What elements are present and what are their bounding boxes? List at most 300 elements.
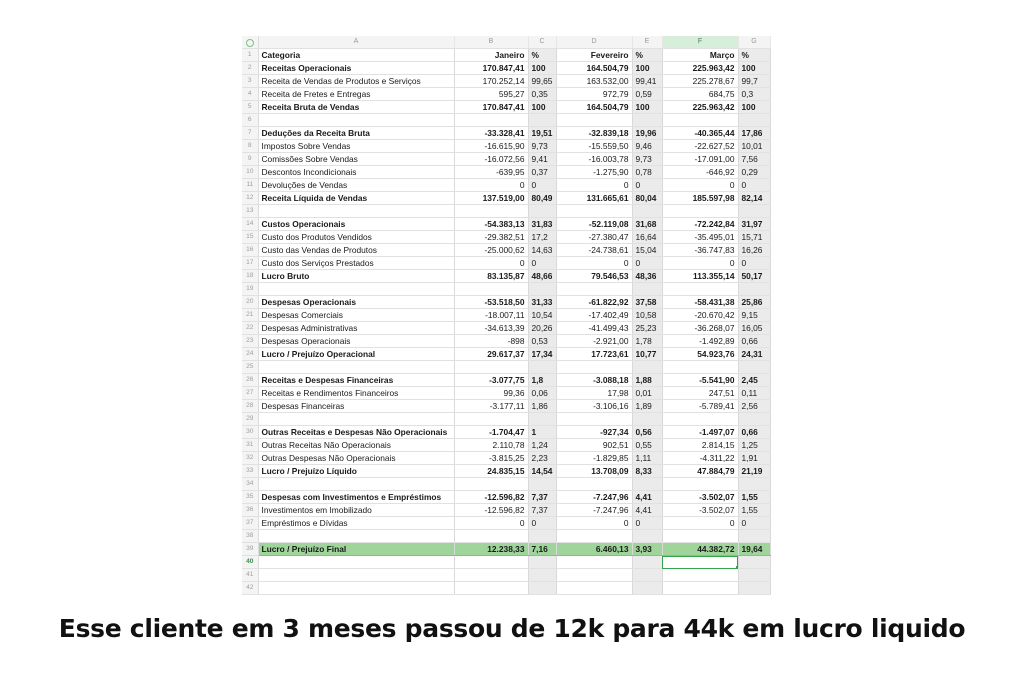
february-value-cell[interactable]: -61.822,92 <box>556 296 632 309</box>
row-number[interactable]: 42 <box>242 582 258 595</box>
march-percent-cell[interactable] <box>738 582 770 595</box>
february-percent-cell[interactable]: 80,04 <box>632 192 662 205</box>
march-percent-cell[interactable]: 31,97 <box>738 218 770 231</box>
february-percent-cell[interactable]: 10,77 <box>632 348 662 361</box>
january-percent-cell[interactable]: 7,37 <box>528 491 556 504</box>
january-value-cell[interactable]: Janeiro <box>454 49 528 62</box>
february-percent-cell[interactable] <box>632 582 662 595</box>
january-percent-cell[interactable]: 80,49 <box>528 192 556 205</box>
march-percent-cell[interactable]: 100 <box>738 101 770 114</box>
february-percent-cell[interactable]: 16,64 <box>632 231 662 244</box>
january-value-cell[interactable] <box>454 478 528 491</box>
category-cell[interactable]: Comissões Sobre Vendas <box>258 153 454 166</box>
january-percent-cell[interactable]: 0 <box>528 517 556 530</box>
january-percent-cell[interactable]: 17,2 <box>528 231 556 244</box>
january-value-cell[interactable] <box>454 114 528 127</box>
january-value-cell[interactable] <box>454 582 528 595</box>
january-percent-cell[interactable] <box>528 478 556 491</box>
february-value-cell[interactable]: 0 <box>556 179 632 192</box>
january-percent-cell[interactable]: 31,33 <box>528 296 556 309</box>
march-value-cell[interactable] <box>662 530 738 543</box>
march-value-cell[interactable]: -17.091,00 <box>662 153 738 166</box>
march-value-cell[interactable]: -72.242,84 <box>662 218 738 231</box>
february-value-cell[interactable]: 13.708,09 <box>556 465 632 478</box>
march-value-cell[interactable]: 2.814,15 <box>662 439 738 452</box>
march-percent-cell[interactable] <box>738 114 770 127</box>
january-percent-cell[interactable]: 0 <box>528 179 556 192</box>
february-percent-cell[interactable]: 0 <box>632 179 662 192</box>
category-cell[interactable]: Categoria <box>258 49 454 62</box>
march-percent-cell[interactable]: 25,86 <box>738 296 770 309</box>
category-cell[interactable]: Investimentos em Imobilizado <box>258 504 454 517</box>
february-percent-cell[interactable]: 31,68 <box>632 218 662 231</box>
february-value-cell[interactable]: Fevereiro <box>556 49 632 62</box>
january-value-cell[interactable]: 2.110,78 <box>454 439 528 452</box>
row-number[interactable]: 39 <box>242 543 258 556</box>
march-value-cell[interactable] <box>662 361 738 374</box>
category-cell[interactable]: Devoluções de Vendas <box>258 179 454 192</box>
category-cell[interactable] <box>258 582 454 595</box>
row-number[interactable]: 38 <box>242 530 258 543</box>
february-value-cell[interactable]: -1.829,85 <box>556 452 632 465</box>
march-value-cell[interactable]: 0 <box>662 179 738 192</box>
category-cell[interactable]: Lucro / Prejuízo Final <box>258 543 454 556</box>
february-percent-cell[interactable]: 9,73 <box>632 153 662 166</box>
january-value-cell[interactable]: 595,27 <box>454 88 528 101</box>
row-number[interactable]: 30 <box>242 426 258 439</box>
january-percent-cell[interactable] <box>528 205 556 218</box>
row-number[interactable]: 25 <box>242 361 258 374</box>
march-value-cell[interactable]: 113.355,14 <box>662 270 738 283</box>
january-percent-cell[interactable]: 0 <box>528 257 556 270</box>
february-percent-cell[interactable]: 1,11 <box>632 452 662 465</box>
january-value-cell[interactable]: -34.613,39 <box>454 322 528 335</box>
february-percent-cell[interactable] <box>632 556 662 569</box>
february-percent-cell[interactable]: 8,33 <box>632 465 662 478</box>
row-number[interactable]: 9 <box>242 153 258 166</box>
category-cell[interactable] <box>258 114 454 127</box>
february-percent-cell[interactable]: 0,56 <box>632 426 662 439</box>
row-number[interactable]: 14 <box>242 218 258 231</box>
january-value-cell[interactable]: 29.617,37 <box>454 348 528 361</box>
february-value-cell[interactable]: 17.723,61 <box>556 348 632 361</box>
january-value-cell[interactable]: 0 <box>454 517 528 530</box>
row-number[interactable]: 24 <box>242 348 258 361</box>
january-percent-cell[interactable]: 0,37 <box>528 166 556 179</box>
row-number[interactable]: 17 <box>242 257 258 270</box>
category-cell[interactable] <box>258 361 454 374</box>
february-value-cell[interactable] <box>556 361 632 374</box>
january-value-cell[interactable]: 137.519,00 <box>454 192 528 205</box>
march-percent-cell[interactable]: 0 <box>738 517 770 530</box>
january-percent-cell[interactable]: 1,8 <box>528 374 556 387</box>
february-percent-cell[interactable]: 25,23 <box>632 322 662 335</box>
february-percent-cell[interactable] <box>632 114 662 127</box>
february-value-cell[interactable]: 0 <box>556 257 632 270</box>
row-number[interactable]: 37 <box>242 517 258 530</box>
march-value-cell[interactable]: 0 <box>662 257 738 270</box>
february-value-cell[interactable]: -41.499,43 <box>556 322 632 335</box>
march-value-cell[interactable]: Março <box>662 49 738 62</box>
category-cell[interactable]: Custo dos Serviços Prestados <box>258 257 454 270</box>
january-percent-cell[interactable] <box>528 556 556 569</box>
category-cell[interactable]: Despesas Operacionais <box>258 335 454 348</box>
january-value-cell[interactable]: 83.135,87 <box>454 270 528 283</box>
march-percent-cell[interactable]: 2,56 <box>738 400 770 413</box>
february-percent-cell[interactable]: 100 <box>632 101 662 114</box>
column-header-c[interactable]: C <box>528 36 556 49</box>
january-percent-cell[interactable]: 9,41 <box>528 153 556 166</box>
row-number[interactable]: 13 <box>242 205 258 218</box>
row-number[interactable]: 27 <box>242 387 258 400</box>
january-value-cell[interactable]: -12.596,82 <box>454 504 528 517</box>
january-value-cell[interactable]: -18.007,11 <box>454 309 528 322</box>
march-percent-cell[interactable]: 100 <box>738 62 770 75</box>
march-value-cell[interactable] <box>662 582 738 595</box>
march-percent-cell[interactable] <box>738 361 770 374</box>
category-cell[interactable]: Receita de Fretes e Entregas <box>258 88 454 101</box>
category-cell[interactable]: Outras Receitas Não Operacionais <box>258 439 454 452</box>
march-value-cell[interactable]: -646,92 <box>662 166 738 179</box>
february-value-cell[interactable]: -15.559,50 <box>556 140 632 153</box>
january-value-cell[interactable]: 0 <box>454 179 528 192</box>
february-value-cell[interactable]: -24.738,61 <box>556 244 632 257</box>
march-percent-cell[interactable]: 15,71 <box>738 231 770 244</box>
march-percent-cell[interactable]: 0,29 <box>738 166 770 179</box>
january-value-cell[interactable]: 170.847,41 <box>454 62 528 75</box>
march-value-cell[interactable]: -36.268,07 <box>662 322 738 335</box>
column-header-g[interactable]: G <box>738 36 770 49</box>
february-value-cell[interactable]: -1.275,90 <box>556 166 632 179</box>
february-value-cell[interactable]: -7.247,96 <box>556 491 632 504</box>
row-number[interactable]: 26 <box>242 374 258 387</box>
january-percent-cell[interactable] <box>528 283 556 296</box>
february-percent-cell[interactable]: 0 <box>632 257 662 270</box>
row-number[interactable]: 3 <box>242 75 258 88</box>
march-percent-cell[interactable]: 10,01 <box>738 140 770 153</box>
january-percent-cell[interactable]: 1 <box>528 426 556 439</box>
january-value-cell[interactable]: 170.252,14 <box>454 75 528 88</box>
row-number[interactable]: 1 <box>242 49 258 62</box>
february-percent-cell[interactable]: 48,36 <box>632 270 662 283</box>
february-percent-cell[interactable] <box>632 413 662 426</box>
category-cell[interactable]: Custo dos Produtos Vendidos <box>258 231 454 244</box>
january-percent-cell[interactable]: 14,63 <box>528 244 556 257</box>
february-percent-cell[interactable] <box>632 361 662 374</box>
march-value-cell[interactable]: -20.670,42 <box>662 309 738 322</box>
february-percent-cell[interactable]: 10,58 <box>632 309 662 322</box>
february-value-cell[interactable]: 79.546,53 <box>556 270 632 283</box>
march-value-cell[interactable]: 0 <box>662 517 738 530</box>
category-cell[interactable]: Lucro / Prejuízo Operacional <box>258 348 454 361</box>
march-value-cell[interactable]: 44.382,72 <box>662 543 738 556</box>
march-value-cell[interactable]: -5.789,41 <box>662 400 738 413</box>
row-number[interactable]: 29 <box>242 413 258 426</box>
row-number[interactable]: 34 <box>242 478 258 491</box>
january-value-cell[interactable]: -16.615,90 <box>454 140 528 153</box>
february-percent-cell[interactable]: 0,55 <box>632 439 662 452</box>
january-percent-cell[interactable]: 99,65 <box>528 75 556 88</box>
category-cell[interactable] <box>258 569 454 582</box>
category-cell[interactable]: Receitas e Rendimentos Financeiros <box>258 387 454 400</box>
january-percent-cell[interactable]: 1,86 <box>528 400 556 413</box>
february-value-cell[interactable]: -27.380,47 <box>556 231 632 244</box>
row-number[interactable]: 36 <box>242 504 258 517</box>
january-value-cell[interactable]: 12.238,33 <box>454 543 528 556</box>
march-percent-cell[interactable]: 16,26 <box>738 244 770 257</box>
march-percent-cell[interactable]: 16,05 <box>738 322 770 335</box>
march-percent-cell[interactable]: 0,66 <box>738 335 770 348</box>
january-percent-cell[interactable] <box>528 361 556 374</box>
row-number[interactable]: 11 <box>242 179 258 192</box>
row-number[interactable]: 40 <box>242 556 258 569</box>
column-header-f[interactable]: F <box>662 36 738 49</box>
category-cell[interactable]: Lucro / Prejuízo Líquido <box>258 465 454 478</box>
march-percent-cell[interactable] <box>738 569 770 582</box>
february-value-cell[interactable]: 902,51 <box>556 439 632 452</box>
march-value-cell[interactable]: -5.541,90 <box>662 374 738 387</box>
selected-cell[interactable] <box>662 556 738 569</box>
row-number[interactable]: 33 <box>242 465 258 478</box>
january-value-cell[interactable]: -3.815,25 <box>454 452 528 465</box>
february-value-cell[interactable]: -2.921,00 <box>556 335 632 348</box>
january-value-cell[interactable]: 24.835,15 <box>454 465 528 478</box>
january-percent-cell[interactable]: 17,34 <box>528 348 556 361</box>
february-percent-cell[interactable]: 3,93 <box>632 543 662 556</box>
march-value-cell[interactable]: 47.884,79 <box>662 465 738 478</box>
category-cell[interactable]: Empréstimos e Dívidas <box>258 517 454 530</box>
march-percent-cell[interactable]: % <box>738 49 770 62</box>
january-percent-cell[interactable]: 10,54 <box>528 309 556 322</box>
february-percent-cell[interactable]: 0 <box>632 517 662 530</box>
row-number[interactable]: 32 <box>242 452 258 465</box>
row-number[interactable]: 23 <box>242 335 258 348</box>
february-value-cell[interactable]: -3.088,18 <box>556 374 632 387</box>
january-percent-cell[interactable] <box>528 582 556 595</box>
row-number[interactable]: 10 <box>242 166 258 179</box>
january-value-cell[interactable]: 0 <box>454 257 528 270</box>
march-percent-cell[interactable]: 0,11 <box>738 387 770 400</box>
march-percent-cell[interactable]: 19,64 <box>738 543 770 556</box>
march-percent-cell[interactable]: 24,31 <box>738 348 770 361</box>
column-header-e[interactable]: E <box>632 36 662 49</box>
march-percent-cell[interactable]: 82,14 <box>738 192 770 205</box>
january-percent-cell[interactable]: 48,66 <box>528 270 556 283</box>
row-number[interactable]: 18 <box>242 270 258 283</box>
february-value-cell[interactable]: -16.003,78 <box>556 153 632 166</box>
march-percent-cell[interactable]: 9,15 <box>738 309 770 322</box>
january-value-cell[interactable]: -12.596,82 <box>454 491 528 504</box>
march-percent-cell[interactable]: 1,91 <box>738 452 770 465</box>
january-percent-cell[interactable]: 0,53 <box>528 335 556 348</box>
category-cell[interactable] <box>258 556 454 569</box>
row-number[interactable]: 28 <box>242 400 258 413</box>
row-number[interactable]: 4 <box>242 88 258 101</box>
march-percent-cell[interactable]: 2,45 <box>738 374 770 387</box>
category-cell[interactable]: Receita Bruta de Vendas <box>258 101 454 114</box>
january-value-cell[interactable]: -16.072,56 <box>454 153 528 166</box>
january-percent-cell[interactable]: 9,73 <box>528 140 556 153</box>
category-cell[interactable] <box>258 530 454 543</box>
march-value-cell[interactable] <box>662 114 738 127</box>
february-value-cell[interactable] <box>556 530 632 543</box>
march-percent-cell[interactable] <box>738 478 770 491</box>
category-cell[interactable]: Receitas e Despesas Financeiras <box>258 374 454 387</box>
march-value-cell[interactable]: 225.278,67 <box>662 75 738 88</box>
january-percent-cell[interactable]: 100 <box>528 62 556 75</box>
march-value-cell[interactable] <box>662 283 738 296</box>
category-cell[interactable]: Custos Operacionais <box>258 218 454 231</box>
february-percent-cell[interactable]: 4,41 <box>632 504 662 517</box>
march-percent-cell[interactable]: 50,17 <box>738 270 770 283</box>
select-all-corner[interactable] <box>242 36 258 49</box>
category-cell[interactable]: Despesas Operacionais <box>258 296 454 309</box>
february-percent-cell[interactable]: 1,89 <box>632 400 662 413</box>
february-value-cell[interactable]: 131.665,61 <box>556 192 632 205</box>
january-percent-cell[interactable]: 0,06 <box>528 387 556 400</box>
january-percent-cell[interactable]: 31,83 <box>528 218 556 231</box>
march-percent-cell[interactable] <box>738 283 770 296</box>
march-value-cell[interactable]: -1.497,07 <box>662 426 738 439</box>
january-value-cell[interactable]: -54.383,13 <box>454 218 528 231</box>
march-percent-cell[interactable]: 17,86 <box>738 127 770 140</box>
category-cell[interactable] <box>258 413 454 426</box>
march-value-cell[interactable] <box>662 205 738 218</box>
january-value-cell[interactable] <box>454 283 528 296</box>
february-value-cell[interactable]: -17.402,49 <box>556 309 632 322</box>
february-value-cell[interactable]: 6.460,13 <box>556 543 632 556</box>
january-percent-cell[interactable]: 7,37 <box>528 504 556 517</box>
row-number[interactable]: 35 <box>242 491 258 504</box>
february-percent-cell[interactable]: 1,78 <box>632 335 662 348</box>
row-number[interactable]: 19 <box>242 283 258 296</box>
january-percent-cell[interactable]: % <box>528 49 556 62</box>
category-cell[interactable]: Descontos Incondicionais <box>258 166 454 179</box>
february-percent-cell[interactable]: 15,04 <box>632 244 662 257</box>
march-value-cell[interactable]: -58.431,38 <box>662 296 738 309</box>
march-value-cell[interactable]: 247,51 <box>662 387 738 400</box>
march-percent-cell[interactable] <box>738 556 770 569</box>
march-percent-cell[interactable]: 99,7 <box>738 75 770 88</box>
february-percent-cell[interactable] <box>632 283 662 296</box>
category-cell[interactable] <box>258 205 454 218</box>
row-number[interactable]: 31 <box>242 439 258 452</box>
row-number[interactable]: 21 <box>242 309 258 322</box>
selection-fill-handle[interactable] <box>736 566 739 569</box>
march-percent-cell[interactable]: 0 <box>738 179 770 192</box>
february-percent-cell[interactable]: 19,96 <box>632 127 662 140</box>
february-value-cell[interactable]: -52.119,08 <box>556 218 632 231</box>
column-header-d[interactable]: D <box>556 36 632 49</box>
march-value-cell[interactable]: 684,75 <box>662 88 738 101</box>
february-value-cell[interactable]: -3.106,16 <box>556 400 632 413</box>
march-percent-cell[interactable]: 0 <box>738 257 770 270</box>
february-value-cell[interactable]: 163.532,00 <box>556 75 632 88</box>
january-value-cell[interactable]: 99,36 <box>454 387 528 400</box>
february-percent-cell[interactable]: 9,46 <box>632 140 662 153</box>
row-number[interactable]: 8 <box>242 140 258 153</box>
march-value-cell[interactable]: 225.963,42 <box>662 62 738 75</box>
row-number[interactable]: 16 <box>242 244 258 257</box>
category-cell[interactable]: Outras Receitas e Despesas Não Operacionais <box>258 426 454 439</box>
march-percent-cell[interactable] <box>738 530 770 543</box>
february-percent-cell[interactable]: 0,59 <box>632 88 662 101</box>
march-value-cell[interactable]: 54.923,76 <box>662 348 738 361</box>
january-value-cell[interactable]: -898 <box>454 335 528 348</box>
category-cell[interactable]: Custo das Vendas de Produtos <box>258 244 454 257</box>
category-cell[interactable]: Despesas com Investimentos e Empréstimos <box>258 491 454 504</box>
january-value-cell[interactable] <box>454 205 528 218</box>
january-percent-cell[interactable] <box>528 114 556 127</box>
march-percent-cell[interactable]: 1,25 <box>738 439 770 452</box>
january-value-cell[interactable] <box>454 530 528 543</box>
january-percent-cell[interactable]: 100 <box>528 101 556 114</box>
january-value-cell[interactable]: -3.077,75 <box>454 374 528 387</box>
february-value-cell[interactable]: 972,79 <box>556 88 632 101</box>
february-value-cell[interactable] <box>556 582 632 595</box>
january-value-cell[interactable]: -3.177,11 <box>454 400 528 413</box>
january-percent-cell[interactable]: 0,35 <box>528 88 556 101</box>
march-percent-cell[interactable] <box>738 205 770 218</box>
category-cell[interactable]: Despesas Financeiras <box>258 400 454 413</box>
february-percent-cell[interactable]: 99,41 <box>632 75 662 88</box>
march-value-cell[interactable]: -4.311,22 <box>662 452 738 465</box>
column-header-b[interactable]: B <box>454 36 528 49</box>
january-value-cell[interactable] <box>454 569 528 582</box>
march-percent-cell[interactable]: 0,3 <box>738 88 770 101</box>
category-cell[interactable]: Deduções da Receita Bruta <box>258 127 454 140</box>
march-value-cell[interactable]: 185.597,98 <box>662 192 738 205</box>
january-percent-cell[interactable]: 2,23 <box>528 452 556 465</box>
march-percent-cell[interactable]: 21,19 <box>738 465 770 478</box>
january-percent-cell[interactable]: 19,51 <box>528 127 556 140</box>
march-percent-cell[interactable] <box>738 413 770 426</box>
row-number[interactable]: 15 <box>242 231 258 244</box>
row-number[interactable]: 7 <box>242 127 258 140</box>
february-value-cell[interactable] <box>556 413 632 426</box>
march-value-cell[interactable] <box>662 478 738 491</box>
february-percent-cell[interactable]: 1,88 <box>632 374 662 387</box>
january-percent-cell[interactable] <box>528 413 556 426</box>
march-value-cell[interactable]: -22.627,52 <box>662 140 738 153</box>
category-cell[interactable]: Despesas Administrativas <box>258 322 454 335</box>
row-number[interactable]: 2 <box>242 62 258 75</box>
january-percent-cell[interactable] <box>528 530 556 543</box>
march-value-cell[interactable]: -35.495,01 <box>662 231 738 244</box>
february-percent-cell[interactable] <box>632 569 662 582</box>
february-percent-cell[interactable] <box>632 530 662 543</box>
category-cell[interactable]: Despesas Comerciais <box>258 309 454 322</box>
january-percent-cell[interactable]: 14,54 <box>528 465 556 478</box>
march-value-cell[interactable] <box>662 413 738 426</box>
march-value-cell[interactable]: 225.963,42 <box>662 101 738 114</box>
january-value-cell[interactable]: 170.847,41 <box>454 101 528 114</box>
february-value-cell[interactable] <box>556 283 632 296</box>
january-value-cell[interactable]: -25.000,62 <box>454 244 528 257</box>
january-value-cell[interactable] <box>454 361 528 374</box>
january-value-cell[interactable]: -1.704,47 <box>454 426 528 439</box>
february-percent-cell[interactable]: 4,41 <box>632 491 662 504</box>
march-percent-cell[interactable]: 1,55 <box>738 504 770 517</box>
row-number[interactable]: 5 <box>242 101 258 114</box>
category-cell[interactable]: Receitas Operacionais <box>258 62 454 75</box>
february-value-cell[interactable]: -32.839,18 <box>556 127 632 140</box>
february-value-cell[interactable]: 164.504,79 <box>556 101 632 114</box>
february-percent-cell[interactable]: 37,58 <box>632 296 662 309</box>
february-percent-cell[interactable]: 0,78 <box>632 166 662 179</box>
row-number[interactable]: 22 <box>242 322 258 335</box>
march-value-cell[interactable]: -40.365,44 <box>662 127 738 140</box>
